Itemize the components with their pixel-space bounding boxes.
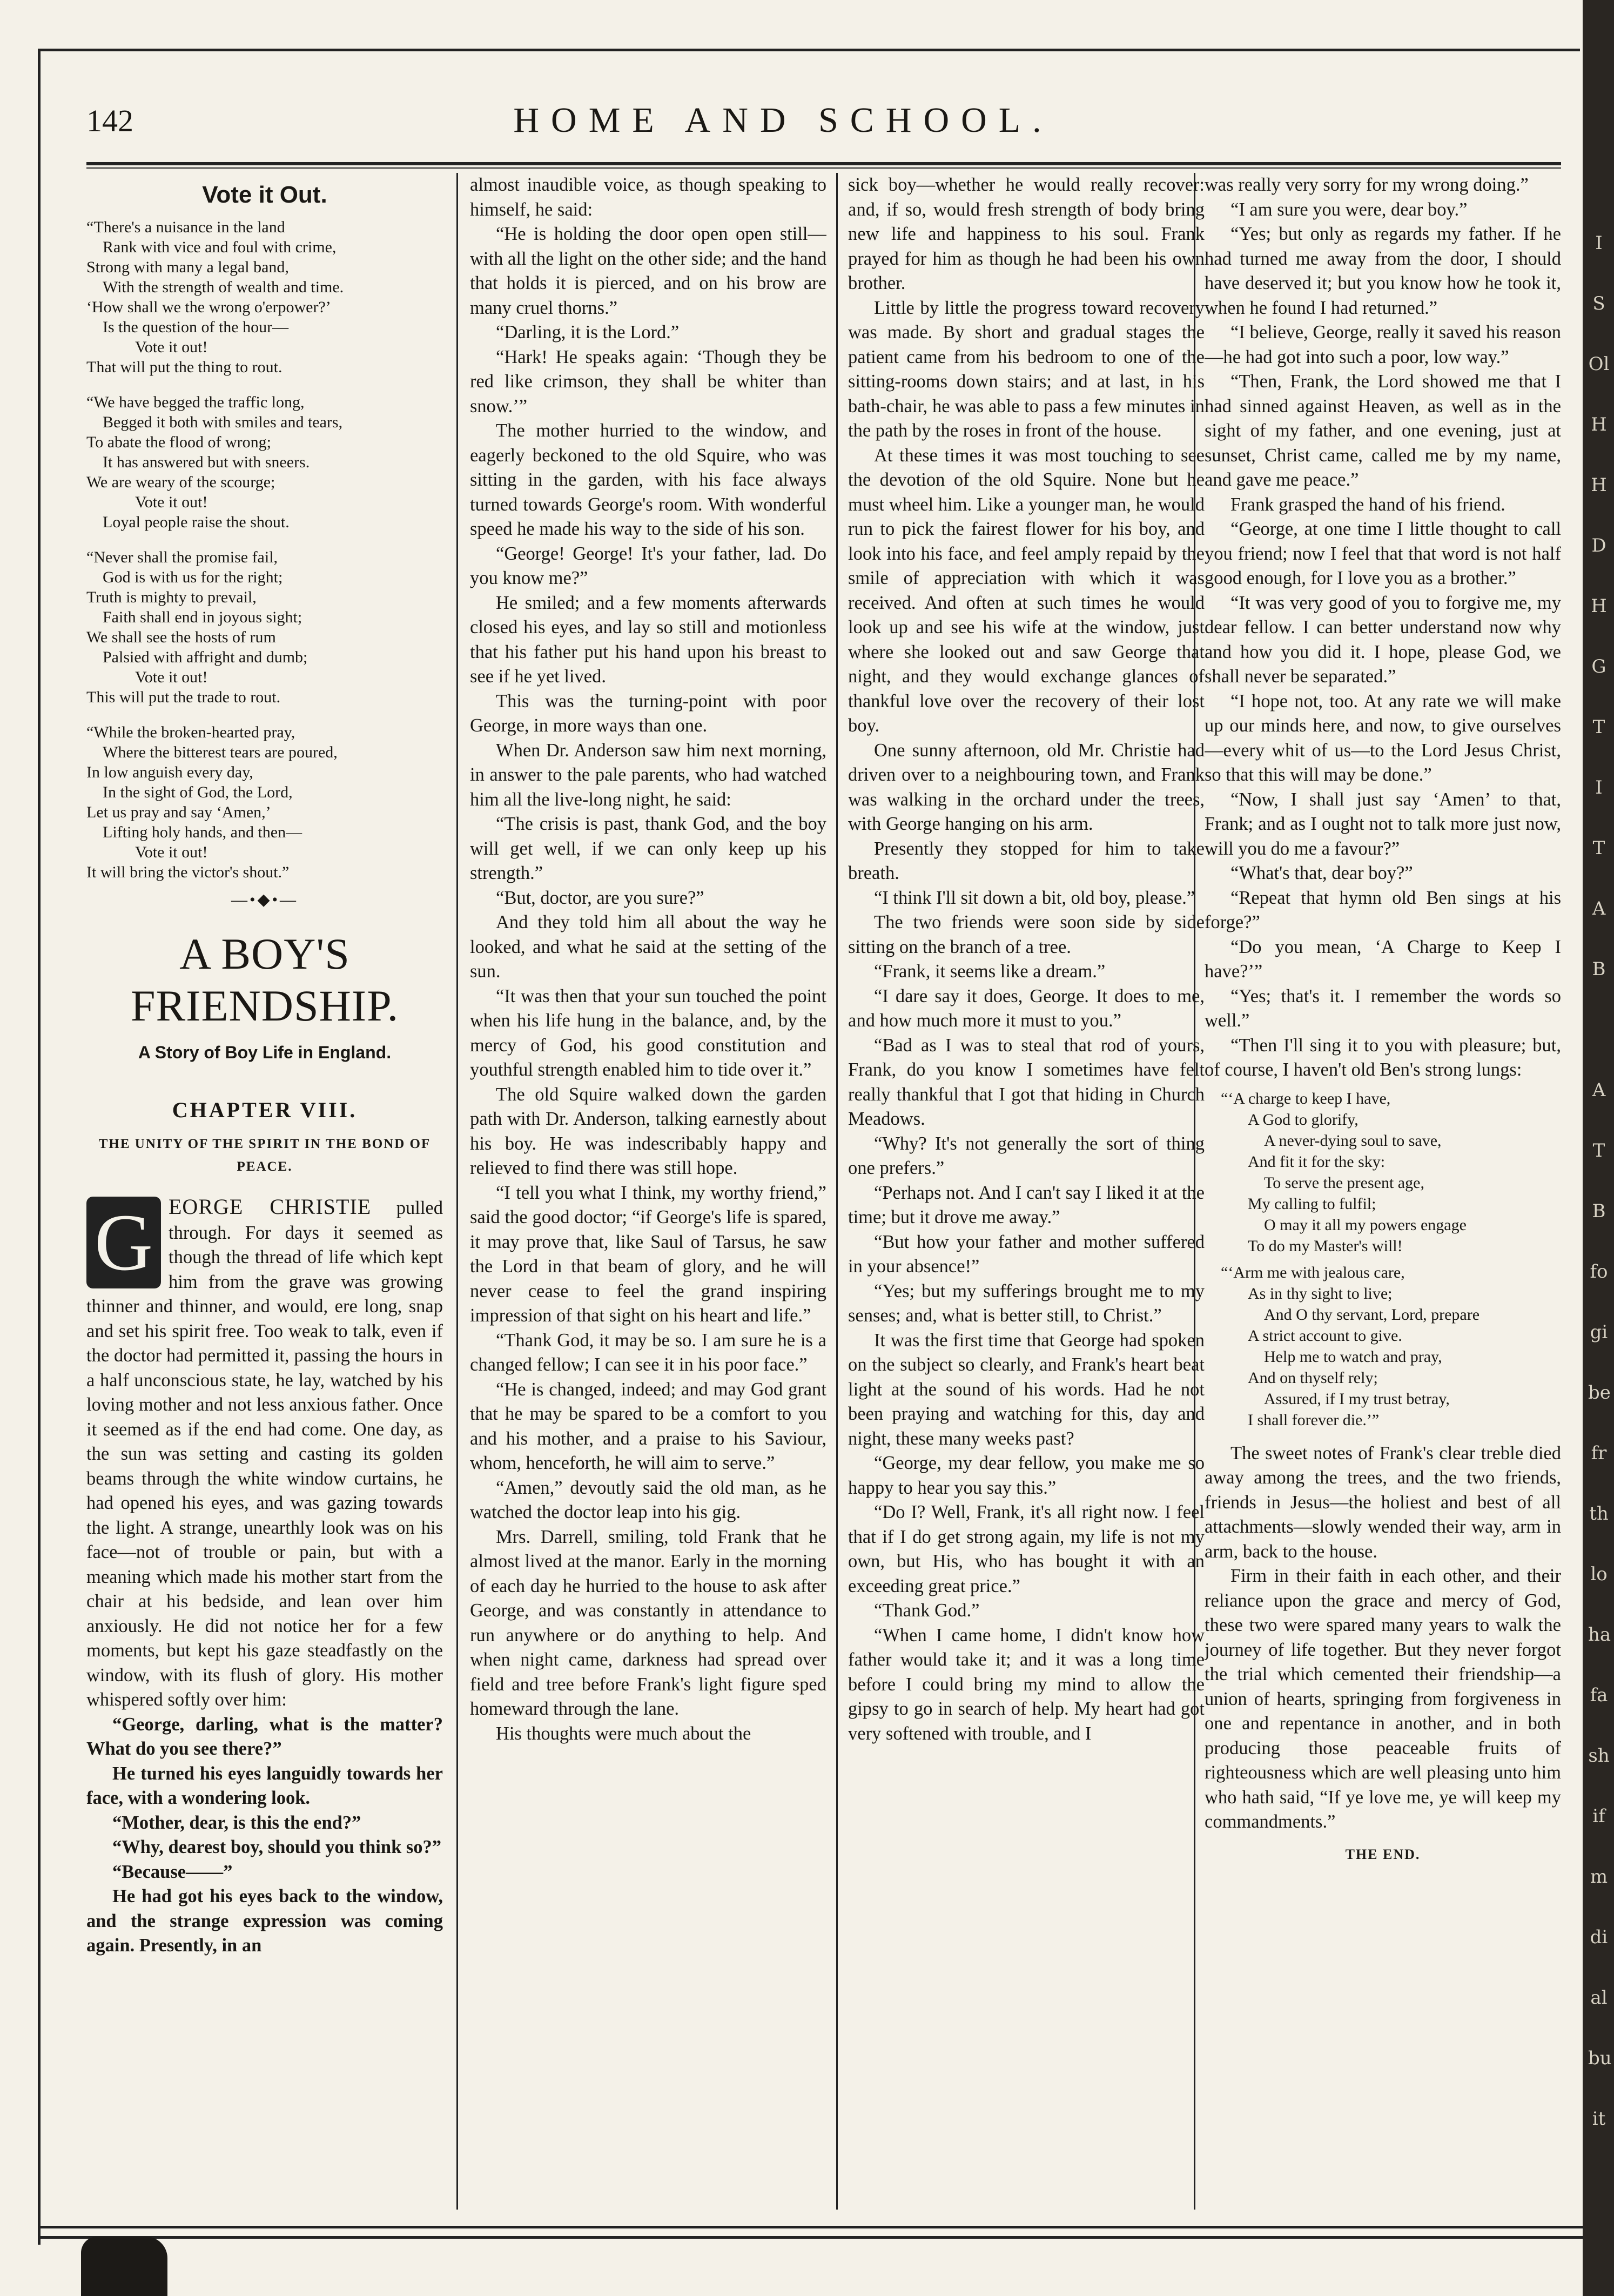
- hymn-line: O may it all my powers engage: [1264, 1216, 1467, 1234]
- paragraph: “It was then that your sun touched the point when his life hung in the balance, and, by the mercy of God, his good constitution and youthful strength enabled him to tide over it.”: [470, 985, 826, 1080]
- poem-line: Vote it out!: [135, 493, 208, 511]
- poem-line: Strong with many a legal band,: [86, 258, 289, 276]
- poem-line: “There's a nuisance in the land: [86, 218, 285, 236]
- edge-fragment: S: [1592, 293, 1605, 314]
- paragraph: “Bad as I was to steal that rod of yours, Frank, do you know I sometimes have felt really thankful that I got that hiding in Church Meadows.: [848, 1035, 1205, 1129]
- edge-fragment: T: [1592, 1140, 1605, 1162]
- edge-fragment: be: [1588, 1382, 1611, 1404]
- paragraph: He smiled; and a few moments afterwards closed his eyes, and lay so still and motionless that his father put his hand upon his breast to see if he yet lived.: [470, 592, 826, 687]
- column-rule: [836, 173, 838, 2210]
- poem-body: [86, 217, 443, 882]
- poem-line: Palsied with affright and dumb;: [103, 648, 308, 666]
- chapter-subtitle: THE UNITY OF THE SPIRIT IN THE BOND OF PEACE.: [98, 1137, 431, 1174]
- paragraph: Presently they stopped for him to take breath.: [848, 838, 1205, 883]
- header-rule: [86, 162, 1561, 169]
- paragraph: “I am sure you were, dear boy.”: [1230, 199, 1468, 220]
- poem-line: In the sight of God, the Lord,: [103, 783, 293, 801]
- hymn-line: A God to glorify,: [1248, 1110, 1359, 1129]
- paragraph: “Perhaps not. And I can't say I liked it at the time; but it drove me away.”: [848, 1182, 1205, 1227]
- paragraph: “Yes; but only as regards my father. If he had turned me away from the door, I should have deserved it; but you know how he took it, when he found I had returned.”: [1205, 224, 1561, 318]
- hymn-line: And fit it for the sky:: [1248, 1152, 1386, 1171]
- paragraph: “But, doctor, are you sure?”: [496, 887, 704, 908]
- poem-line: That will put the thing to rout.: [86, 358, 283, 376]
- paragraph: “George, darling, what is the matter? What do you see there?”: [86, 1714, 443, 1759]
- poem-line: Truth is mighty to prevail,: [86, 588, 257, 606]
- edge-fragment: it: [1592, 2108, 1606, 2130]
- poem-line: Rank with vice and foul with crime,: [103, 238, 337, 256]
- paragraph: “Why? It's not generally the sort of thing one prefers.”: [848, 1133, 1205, 1178]
- poem-line: Loyal people raise the shout.: [103, 513, 290, 531]
- edge-fragment: H: [1591, 414, 1607, 435]
- ornament-divider: —•◆•—: [231, 890, 299, 909]
- paragraph: “Yes; that's it. I remember the words so well.”: [1205, 985, 1561, 1031]
- drop-cap: G: [86, 1197, 161, 1288]
- hymn-line: As in thy sight to live;: [1248, 1284, 1393, 1303]
- paragraph: Firm in their faith in each other, and their reliance upon the grace and mercy of God, these two were spared many years to walk the journey of life together. But they never forgot the trial which cemented their friendship—a union of hearts, springing from forgiveness in one and repentance in another, and in both producing those peaceable fruits of righteousness which are well pleasing unto him who hath said, “If ye love me, ye will keep my commandments.”: [1205, 1566, 1561, 1832]
- paragraph: “Then I'll sing it to you with pleasure; but, of course, I haven't old Ben's strong lungs:: [1205, 1035, 1561, 1080]
- hymn-line: Help me to watch and pray,: [1264, 1347, 1442, 1366]
- hymn-line: A never-dying soul to save,: [1264, 1131, 1442, 1150]
- the-end: THE END.: [1345, 1846, 1421, 1862]
- edge-fragment: A: [1592, 898, 1606, 919]
- paragraph: The sweet notes of Frank's clear treble died away among the trees, and the two friends, friends in Jesus—the holiest and best of all attachments—slowly wended their way, arm in arm, back to the house.: [1205, 1442, 1561, 1562]
- running-title: HOME AND SCHOOL.: [513, 100, 1053, 140]
- hymn-line: And on thyself rely;: [1248, 1368, 1378, 1387]
- edge-fragment: fo: [1590, 1261, 1608, 1283]
- chapter-heading: CHAPTER VIII.: [172, 1097, 358, 1122]
- edge-fragment: B: [1592, 958, 1606, 980]
- poem-line: “Never shall the promise fail,: [86, 548, 278, 566]
- opening-name: EORGE CHRISTIE: [169, 1194, 372, 1219]
- edge-fragment: fr: [1591, 1442, 1607, 1464]
- hymn-line: “‘Arm me with jealous care,: [1221, 1263, 1405, 1281]
- hymn-line: To serve the present age,: [1264, 1173, 1424, 1192]
- paragraph: It was the first time that George had spoken on the subject so clearly, and Frank's heart beat light at the sound of his words. Had he not been praying and watching for this, day and night, these many weeks past?: [848, 1330, 1205, 1449]
- edge-fragment: A: [1592, 1079, 1606, 1101]
- poem-line: Vote it out!: [135, 668, 208, 686]
- paragraph: “Mother, dear, is this the end?”: [112, 1812, 361, 1833]
- poem-line: It has answered but with sneers.: [103, 453, 310, 471]
- poem-line: “We have begged the traffic long,: [86, 393, 305, 411]
- hymn-line: “‘A charge to keep I have,: [1221, 1089, 1391, 1107]
- poem-line: Is the question of the hour—: [103, 318, 289, 336]
- edge-fragment: I: [1595, 232, 1603, 254]
- paragraph: “Do I? Well, Frank, it's all right now. I feel that if I do get strong again, my life is not my own, but His, who has bought it with an exceeding great price.”: [848, 1502, 1205, 1596]
- paragraph: The two friends were soon side by side sitting on the branch of a tree.: [848, 912, 1205, 957]
- edge-fragment: sh: [1588, 1745, 1610, 1767]
- paragraph: The old Squire walked down the garden path with Dr. Anderson, talking earnestly about his boy. He was indescribably happy and relieved to find there was still hope.: [470, 1084, 826, 1178]
- poem-line: Lifting holy hands, and then—: [103, 823, 302, 841]
- paragraph: The mother hurried to the window, and eagerly beckoned to the old Squire, who was sitting in the garden, with his face always turned towards George's room. With wonderful speed he made his way to the side of his son.: [470, 420, 826, 539]
- edge-fragment: th: [1589, 1503, 1609, 1525]
- poem-line: In low anguish every day,: [86, 763, 253, 781]
- paragraph: “Amen,” devoutly said the old man, as he watched the doctor leap into his gig.: [470, 1477, 826, 1522]
- hymn-line: Assured, if I my trust betray,: [1264, 1389, 1450, 1408]
- poem-line: We are weary of the scourge;: [86, 473, 275, 491]
- opening-paragraph: [86, 1194, 443, 1713]
- hymn-line: My calling to fulfil;: [1248, 1194, 1376, 1213]
- bottom-border: [38, 2226, 1583, 2239]
- paragraph: “Repeat that hymn old Ben sings at his forge?”: [1205, 887, 1561, 932]
- hymn-line: And O thy servant, Lord, prepare: [1264, 1305, 1480, 1324]
- column-1: [86, 173, 443, 2204]
- edge-fragment: H: [1591, 474, 1607, 496]
- paragraph: “I tell you what I think, my worthy friend,” said the good doctor; “if George's life is spared, it may prove that, like Saul of Tarsus, he saw the Lord in that beam of glory, and he will never cease to feel the grand inspiring impression of that sight on his heart and life.”: [470, 1182, 826, 1326]
- paragraph: Mrs. Darrell, smiling, told Frank that he almost lived at the manor. Early in the morning of each day he hurried to the house to ask after George, and was constantly in attendance to run anywhere or do anything to help. And when night came, darkness had spread over field and tree before Frank's light figure sped homeward through the lane.: [470, 1526, 826, 1719]
- paragraph: One sunny afternoon, old Mr. Christie had driven over to a neighbouring town, and Frank was walking in the orchard under the trees, with George hanging on his arm.: [848, 740, 1205, 834]
- edge-fragment: bu: [1588, 2047, 1612, 2069]
- paragraph: When Dr. Anderson saw him next morning, in answer to the pale parents, who had watched him all the live-long night, he said:: [470, 740, 826, 810]
- paragraph: “The crisis is past, thank God, and the boy will get well, if we can only keep up his strength.”: [470, 814, 826, 883]
- edge-fragment: D: [1591, 535, 1606, 556]
- paragraph: “I think I'll sit down a bit, old boy, please.”: [874, 887, 1195, 908]
- paragraph: “George, my dear fellow, you make me so happy to hear you say this.”: [848, 1453, 1205, 1498]
- paragraph: “He is holding the door open open still—with all the light on the other side; and the hand that holds it is pierced, and on his brow are many cruel thorns.”: [470, 224, 826, 318]
- edge-fragment: m: [1590, 1866, 1608, 1888]
- poem-line: ‘How shall we the wrong o'erpower?’: [86, 298, 331, 316]
- edge-fragment: T: [1592, 837, 1605, 859]
- page-number: 142: [86, 103, 133, 138]
- poem-line: God is with us for the right;: [103, 568, 283, 586]
- paragraph: sick boy—whether he would really recover: and, if so, would fresh strength of body bring new life and happiness to his soul. Frank prayed for him as though he had been his own brother.: [848, 174, 1205, 293]
- poem-line: Let us pray and say ‘Amen,’: [86, 803, 271, 821]
- paragraph: was really very sorry for my wrong doing.”: [1205, 174, 1529, 195]
- poem-line: Vote it out!: [135, 338, 208, 356]
- paragraph: “I believe, George, really it saved his reason—he had got into such a poor, low way.”: [1205, 322, 1561, 367]
- hymn-line: I shall forever die.’”: [1248, 1411, 1380, 1429]
- edge-fragment: al: [1590, 1987, 1608, 2009]
- edge-fragment: H: [1591, 595, 1607, 617]
- paragraph: almost inaudible voice, as though speaking to himself, he said:: [470, 174, 826, 220]
- poem-line: We shall see the hosts of rum: [86, 628, 276, 646]
- edge-fragment: B: [1592, 1200, 1606, 1222]
- paragraph: “But how your father and mother suffered in your absence!”: [848, 1231, 1205, 1277]
- paragraph: At these times it was most touching to see the devotion of the old Squire. None but he must wheel him. Like a younger man, he would run to pick the fairest flower for his boy, and look into his face, and feel amply repaid by the smile of appreciation with which it was received. And often at such times he would look up and see his wife at the window, just where she looked out and saw George that night, and they would exchange glances of thankful love over the recovery of their lost boy.: [848, 445, 1205, 736]
- story-title: A BOY'S FRIENDSHIP.: [130, 929, 399, 1030]
- paragraph: “George! George! It's your father, lad. Do you know me?”: [470, 543, 826, 588]
- column-4-closing-paragraphs: [1205, 1441, 1561, 1835]
- paragraph: He turned his eyes languidly towards her face, with a wondering look.: [86, 1763, 443, 1808]
- column-4: [1205, 173, 1561, 2204]
- poem-line: It will bring the victor's shout.”: [86, 863, 290, 881]
- poem-line: Begged it both with smiles and tears,: [103, 413, 343, 431]
- paragraph: Frank grasped the hand of his friend.: [1230, 494, 1505, 515]
- edge-fragment: I: [1595, 777, 1603, 798]
- paragraph: “Thank God, it may be so. I am sure he is a changed fellow; I can see it in his poor face.”: [470, 1330, 826, 1375]
- column-2: [470, 173, 826, 2204]
- paragraph: “It was very good of you to forgive me, my dear fellow. I can better understand now why and how you did it. I hope, please God, we shall never be separated.”: [1205, 592, 1561, 687]
- poem-line: To abate the flood of wrong;: [86, 433, 271, 451]
- paragraph: “George, at one time I little thought to call you friend; now I feel that that word is not half good enough, for I love you as a brother.”: [1205, 519, 1561, 588]
- poem-title: Vote it Out.: [202, 182, 327, 208]
- paragraph: “Because——”: [112, 1861, 233, 1882]
- paragraph: “He is changed, indeed; and may God grant that he may be spared to be a comfort to you and his mother, and a praise to his Saviour, whom, henceforth, he will aim to serve.”: [470, 1379, 826, 1473]
- edge-fragment: di: [1590, 1926, 1608, 1948]
- poem-line: Where the bitterest tears are poured,: [103, 743, 338, 761]
- hymn-line: A strict account to give.: [1248, 1326, 1402, 1345]
- paragraph: Little by little the progress toward recovery was made. By short and gradual stages the patient came from his bedroom to one of the sitting-rooms down stairs; and at last, in his bath-chair, he was able to pass a few minutes in the path by the roses in front of the house.: [848, 297, 1205, 441]
- edge-fragment: if: [1592, 1805, 1605, 1827]
- paragraph: “Why, dearest boy, should you think so?”: [112, 1837, 442, 1857]
- paragraph: His thoughts were much about the: [496, 1723, 751, 1744]
- paragraph: “Yes; but my sufferings brought me to my senses; and, what is better still, to Christ.”: [848, 1280, 1205, 1326]
- paragraph: “Hark! He speaks again: ‘Though they be red like crimson, they shall be whiter than snow.’”: [470, 346, 826, 417]
- paragraph: “Darling, it is the Lord.”: [496, 322, 680, 343]
- paragraph: “I hope not, too. At any rate we will make up our minds here, and now, to give ourselves—every whit of us—to the Lord Jesus Christ, so that this will may be done.”: [1205, 690, 1561, 785]
- column-2-paragraphs: [470, 173, 826, 1746]
- paragraph: And they told him all about the way he looked, and what he said at the setting of the sun.: [470, 912, 826, 982]
- paragraph: “What's that, dear boy?”: [1230, 863, 1413, 883]
- column-3: [848, 173, 1205, 2204]
- column-1-paragraphs: [86, 1713, 443, 1958]
- paragraph: “When I came home, I didn't know how father would take it; and it was a long time before I could bring my mind to allow the gipsy to go in search of help. My heart had got very softened with trouble, and I: [848, 1624, 1205, 1744]
- paragraph: “Then, Frank, the Lord showed me that I had sinned against Heaven, as well as in the sight of my father, and one evening, just at sunset, Christ came, called me by my name, and gave me peace.”: [1205, 371, 1561, 490]
- column-4-paragraphs: [1205, 173, 1561, 1083]
- edge-fragment: T: [1592, 716, 1605, 738]
- poem-line: “While the broken-hearted pray,: [86, 723, 295, 741]
- edge-fragment: ha: [1588, 1624, 1611, 1646]
- column-3-paragraphs: [848, 173, 1205, 1746]
- edge-fragment: Ol: [1588, 353, 1610, 375]
- paragraph: “Frank, it seems like a dream.”: [874, 961, 1106, 982]
- hymn-line: To do my Master's will!: [1248, 1237, 1403, 1255]
- story-subtitle: A Story of Boy Life in England.: [138, 1043, 392, 1062]
- poem-line: Faith shall end in joyous sight;: [103, 608, 302, 626]
- edge-fragment: fa: [1590, 1684, 1608, 1706]
- edge-fragment: G: [1591, 656, 1606, 677]
- poem-line: Vote it out!: [135, 843, 208, 861]
- column-rule: [456, 173, 458, 2210]
- poem-line: This will put the trade to rout.: [86, 688, 281, 706]
- opening-text: pulled through. For days it seemed as though the thread of life which kept him from the grave was growing thinner and thinner, and would, ere long, snap and set his spirit free. Too weak to talk, even if the doctor had permitted it, passing the hours in a half unconscious state, he lay, watched by his loving mother and not less anxious father. Once it seemed as if the end had come. One day, as the sun was setting and casting its golden beams through the white window curtains, he had opened his eyes, and was gazing towards the light. A strange, unearthly look was on his face—not of trouble or pain, but with a meaning which made his mother start from the chair at his bedside, and lean over him anxiously. He did not notice her for a few moments, but kept his gaze steadfastly on the window, with its flush of glory. His mother whispered softly over him:: [86, 1198, 443, 1710]
- paragraph: “Now, I shall just say ‘Amen’ to that, Frank; and as I ought not to talk more just now, will you do me a favour?”: [1205, 789, 1561, 859]
- hymn-verses: [1221, 1088, 1561, 1431]
- edge-fragment: gi: [1590, 1321, 1608, 1343]
- paragraph: This was the turning-point with poor George, in more ways than one.: [470, 690, 826, 736]
- poem-line: With the strength of wealth and time.: [103, 278, 344, 296]
- paragraph: He had got his eyes back to the window, and the strange expression was coming again. Presently, in an: [86, 1886, 443, 1956]
- ink-blot: [81, 2237, 167, 2296]
- paragraph: “Thank God.”: [874, 1600, 980, 1621]
- paragraph: “I dare say it does, George. It does to me, and how much more it must to you.”: [848, 985, 1205, 1031]
- paragraph: “Do you mean, ‘A Charge to Keep I have?’”: [1205, 936, 1561, 982]
- edge-fragment: lo: [1590, 1563, 1608, 1585]
